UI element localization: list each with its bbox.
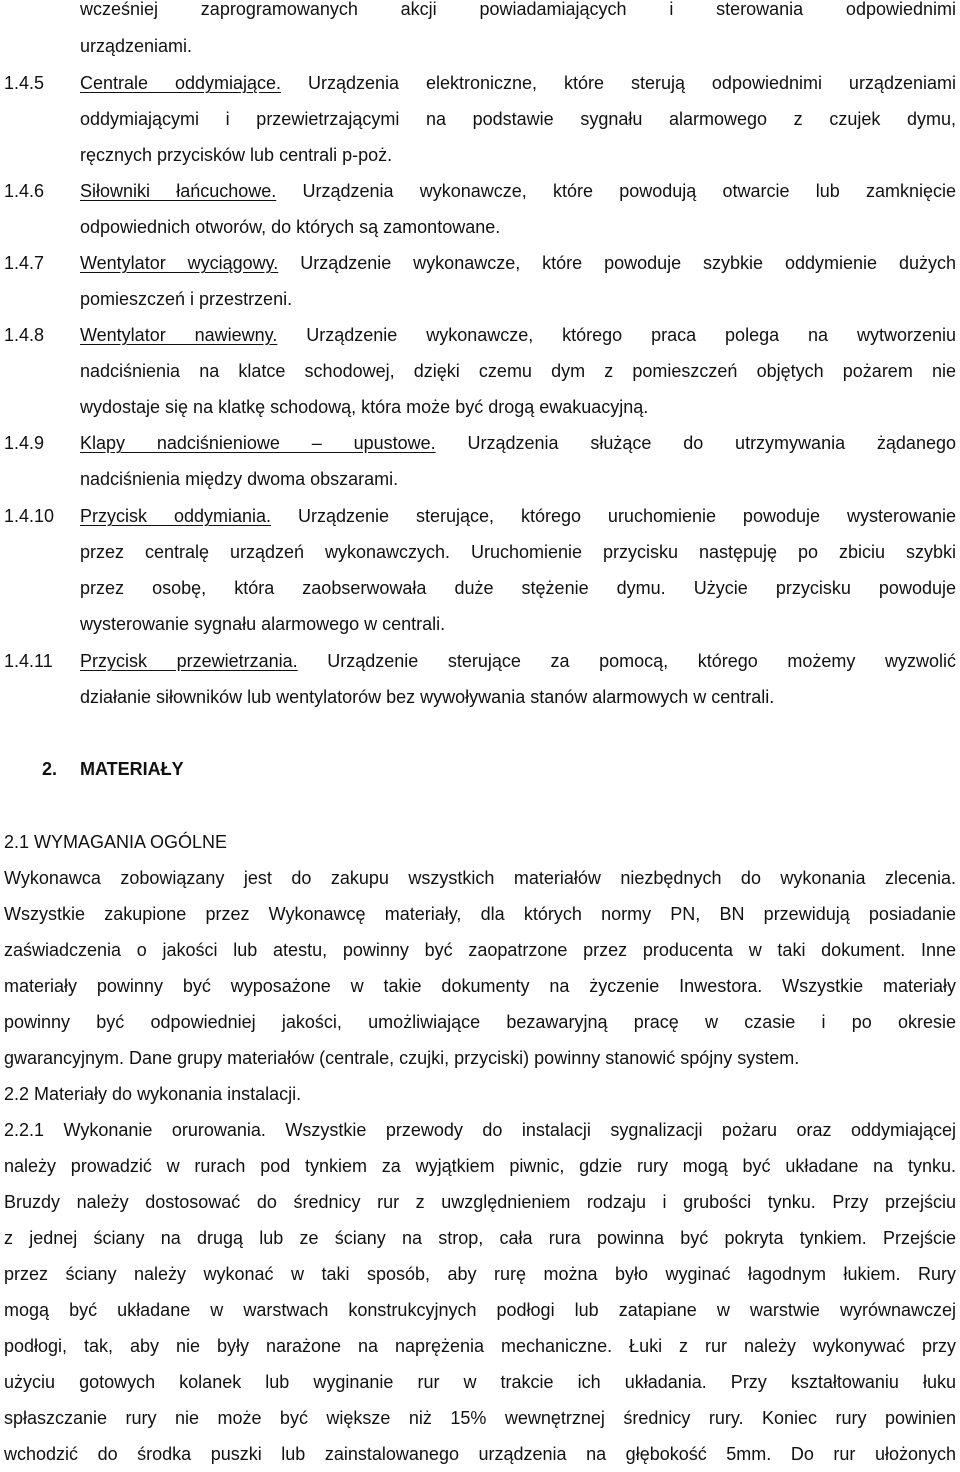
paragraph-line: zaświadczenia o jakości lub atestu, powinny być zaopatrzone przez producenta w taki dokument. Inne: [4, 940, 956, 960]
subsection-heading: 2.2 Materiały do wykonania instalacji.: [4, 1084, 302, 1104]
item-line: nadciśnienia na klatce schodowej, dzięki czemu dym z pomieszczeń objętych pożarem nie: [80, 361, 956, 381]
item-line: wydostaje się na klatkę schodową, która może być drogą ewakuacyjną.: [80, 397, 649, 417]
item-first-text: Urządzenia elektroniczne, które sterują odpowiednimi urządzeniami: [281, 73, 956, 93]
item-first-line: [80, 252, 956, 274]
paragraph-line: 2.2.1 Wykonanie orurowania. Wszystkie przewody do instalacji sygnalizacji pożaru oraz oddymiającej: [4, 1120, 956, 1140]
item-number: 1.4.11: [4, 651, 53, 671]
item-first-text: Urządzenie wykonawcze, które powoduje szybkie oddymienie dużych: [278, 253, 956, 273]
item-term: Wentylator nawiewny.: [80, 325, 278, 345]
paragraph-line: Bruzdy należy dostosować do średnicy rur z uwzględnieniem rodzaju i grubości tynku. Przy przejściu: [4, 1192, 956, 1212]
item-term: Przycisk oddymiania.: [80, 506, 272, 526]
item-line: przez osobę, która zaobserwowała duże stężenie dymu. Użycie przycisku powoduje: [80, 578, 956, 598]
section-title: MATERIAŁY: [80, 759, 184, 779]
item-number: 1.4.5: [4, 73, 45, 93]
paragraph-line: wchodzić do środka puszki lub zainstalowanego urządzenia na głębokość 5mm. Do rur ułożonych: [4, 1444, 956, 1464]
item-number: 1.4.10: [4, 506, 55, 526]
item-first-text: Urządzenie sterujące za pomocą, którego możemy wyzwolić: [297, 651, 956, 671]
paragraph-line: powinny być odpowiedniej jakości, umożliwiające bezawaryjną pracę w czasie i po okresie: [4, 1012, 956, 1032]
item-first-text: Urządzenia służące do utrzymywania żądanego: [435, 433, 956, 453]
intro-line-2: urządzeniami.: [80, 36, 193, 56]
item-number: 1.4.8: [4, 325, 45, 345]
paragraph-line: gwarancyjnym. Dane grupy materiałów (centrale, czujki, przyciski) powinny stanowić spójny system.: [4, 1048, 800, 1068]
paragraph-line: Wszystkie zakupione przez Wykonawcę materiały, dla których normy PN, BN przewidują posiadanie: [4, 904, 956, 924]
paragraph-line: należy prowadzić w rurach pod tynkiem za wyjątkiem piwnic, gdzie rury mogą być układane na tynku.: [4, 1156, 956, 1176]
item-number: 1.4.7: [4, 253, 45, 273]
item-line: działanie siłowników lub wentylatorów bez wywoływania stanów alarmowych w centrali.: [80, 687, 775, 707]
paragraph-line: materiały powinny być wyposażone w takie dokumenty na życzenie Inwestora. Wszystkie materiały: [4, 976, 956, 996]
item-first-line: [80, 72, 956, 94]
item-first-text: Urządzenia wykonawcze, które powodują otwarcie lub zamknięcie: [276, 181, 956, 201]
paragraph-line: podłogi, tak, aby nie były narażone na naprężenia mechaniczne. Łuki z rur należy wykonywać przy: [4, 1336, 956, 1356]
item-term: Centrale oddymiające.: [80, 73, 282, 93]
item-first-line: [80, 650, 956, 672]
item-first-text: Urządzenie wykonawcze, którego praca polega na wytworzeniu: [277, 325, 956, 345]
paragraph-line: przez ściany należy wykonać w taki sposób, aby rurę można było wyginać łagodnym łukiem. Rury: [4, 1264, 956, 1284]
paragraph-line: Wykonawca zobowiązany jest do zakupu wszystkich materiałów niezbędnych do wykonania zlecenia.: [4, 868, 956, 888]
item-term: Siłowniki łańcuchowe.: [80, 181, 277, 201]
item-line: nadciśnienia między dwoma obszarami.: [80, 469, 399, 489]
item-line: odpowiednich otworów, do których są zamontowane.: [80, 217, 501, 237]
item-first-line: [80, 505, 956, 527]
paragraph-line: z jednej ściany na drugą lub ze ściany na strop, cała rura powinna być pokryta tynkiem. Przejście: [4, 1228, 956, 1248]
item-first-line: [80, 324, 956, 346]
item-first-line: [80, 432, 956, 454]
item-line: oddymiającymi i przewietrzającymi na podstawie sygnału alarmowego z czujek dymu,: [80, 109, 956, 129]
item-term: Przycisk przewietrzania.: [80, 651, 298, 671]
paragraph-line: mogą być układane w warstwach konstrukcyjnych podłogi lub zatapiane w warstwie wyrównawczej: [4, 1300, 956, 1320]
paragraph-line: spłaszczanie rury nie może być większe niż 15% wewnętrznej średnicy rury. Koniec rury powinien: [4, 1408, 956, 1428]
section-number: 2.: [42, 759, 58, 779]
item-number: 1.4.9: [4, 433, 45, 453]
item-line: ręcznych przycisków lub centrali p-poż.: [80, 145, 393, 165]
item-number: 1.4.6: [4, 181, 45, 201]
item-term: Wentylator wyciągowy.: [80, 253, 279, 273]
item-line: przez centralę urządzeń wykonawczych. Uruchomienie przycisku następuję po zbiciu szybki: [80, 542, 956, 562]
intro-line-1: wcześniej zaprogramowanych akcji powiadamiających i sterowania odpowiednimi: [80, 0, 956, 19]
item-term: Klapy nadciśnieniowe – upustowe.: [80, 433, 436, 453]
item-line: pomieszczeń i przestrzeni.: [80, 289, 293, 309]
item-first-text: Urządzenie sterujące, którego uruchomienie powoduje wysterowanie: [271, 506, 956, 526]
item-line: wysterowanie sygnału alarmowego w centrali.: [80, 614, 446, 634]
subsection-heading: 2.1 WYMAGANIA OGÓLNE: [4, 832, 228, 852]
paragraph-line: użyciu gotowych kolanek lub wyginanie rur w trakcie ich układania. Przy kształtowaniu łuku: [4, 1372, 956, 1392]
item-first-line: [80, 180, 956, 202]
